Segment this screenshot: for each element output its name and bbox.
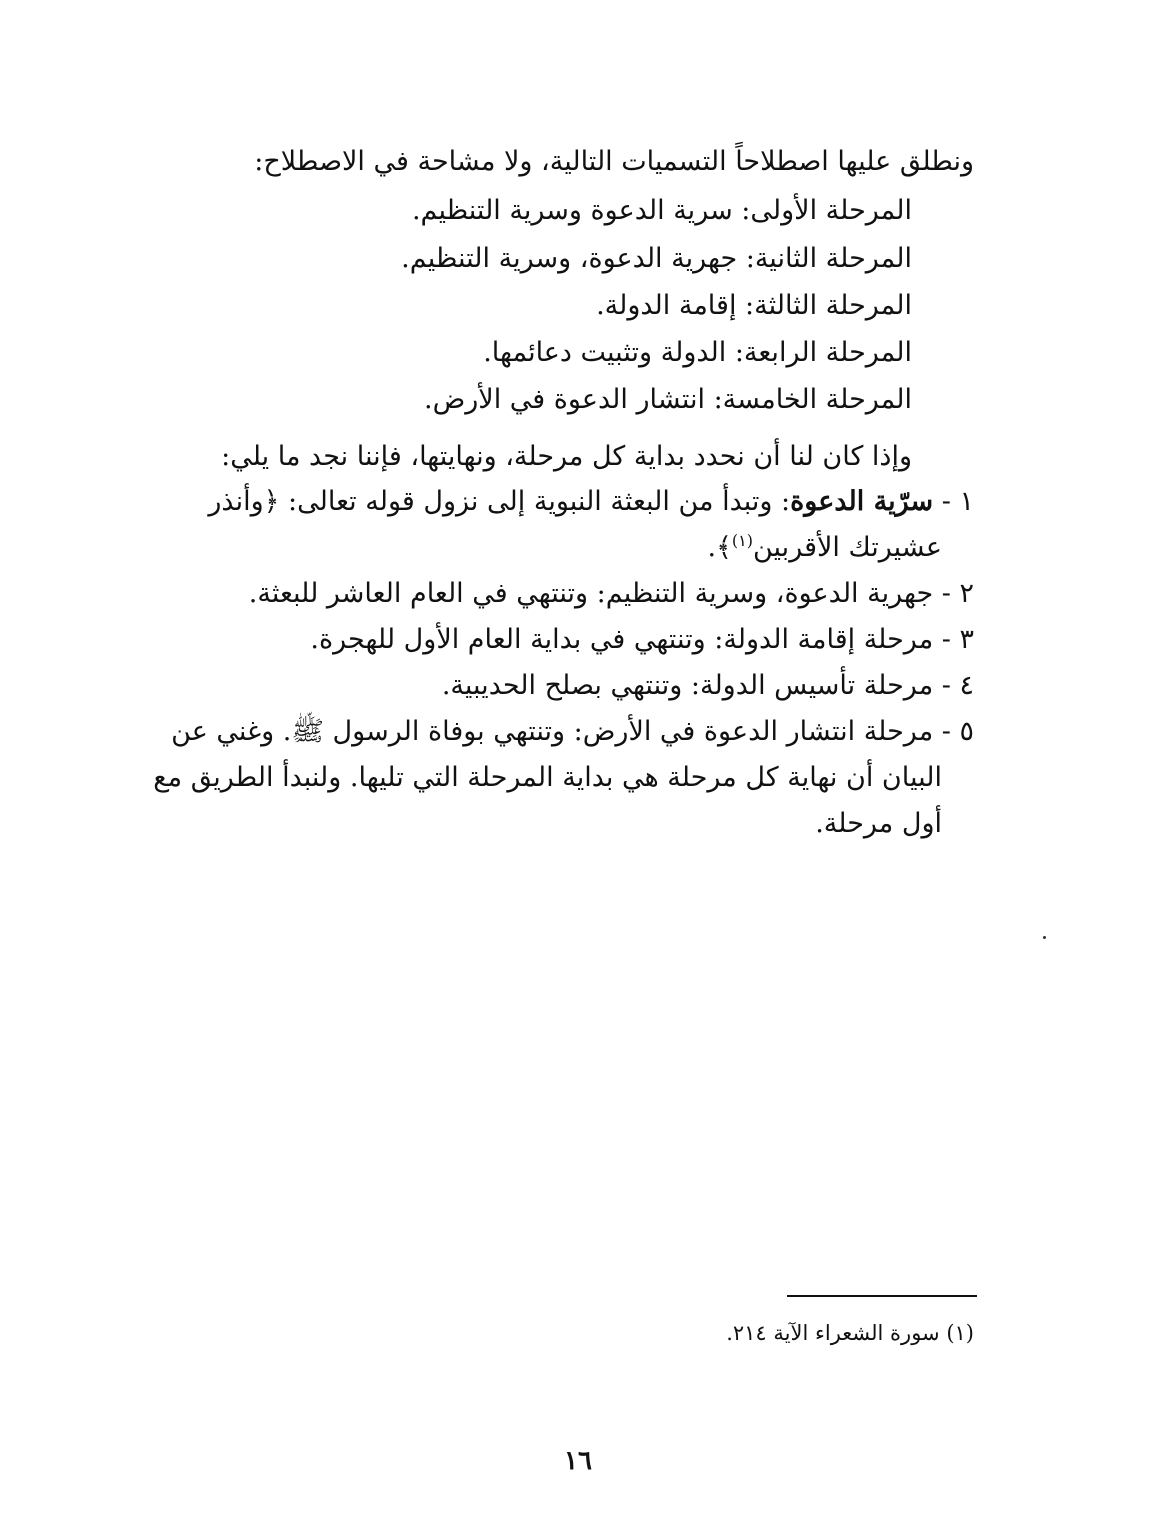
item-continuation: [0, 525, 974, 571]
item-number: ٤ -: [941, 670, 974, 701]
item-continuation-2: أول مرحلة.: [815, 808, 942, 839]
item-number: ١ -: [941, 486, 974, 517]
footnote-divider: [787, 1295, 977, 1297]
item-text: جهرية الدعوة، وسرية التنظيم: وتنتهي في العام العاشر للبعثة.: [248, 578, 934, 609]
stray-mark: [1043, 936, 1046, 939]
item-text: مرحلة إقامة الدولة: وتنتهي في بداية العام الأول للهجرة.: [310, 624, 934, 655]
item-text: مرحلة تأسيس الدولة: وتنتهي بصلح الحديبية.: [441, 670, 934, 701]
stage-1: المرحلة الأولى: سرية الدعوة وسرية التنظيم.: [411, 195, 912, 226]
page-number: ١٦: [564, 1446, 592, 1476]
item-cont-end: ﴾.: [707, 532, 732, 563]
list-item: [442, 663, 974, 709]
stage-2: المرحلة الثانية: جهرية الدعوة، وسرية التنظيم.: [401, 243, 912, 274]
footnote-ref: (١): [731, 531, 753, 550]
list-item: [249, 571, 974, 617]
lead-paragraph: وإذا كان لنا أن نحدد بداية كل مرحلة، ونهايتها، فإننا نجد ما يلي:: [221, 441, 912, 472]
item-text: : وتبدأ من البعثة النبوية إلى نزول قوله تعالى: ﴿وأنذر: [208, 486, 791, 517]
footnote: (١) سورة الشعراء الآية ٢١٤.: [726, 1321, 974, 1345]
list-item: [0, 479, 974, 571]
item-bold-term: سرّية الدعوة: [790, 486, 934, 517]
stage-5: المرحلة الخامسة: انتشار الدعوة في الأرض.: [424, 384, 912, 415]
intro-paragraph: ونطلق عليها اصطلاحاً التسميات التالية، ولا مشاحة في الاصطلاح:: [254, 146, 974, 177]
item-cont-text: عشيرتك الأقربين: [752, 532, 942, 563]
list-item: [310, 617, 974, 663]
stage-3: المرحلة الثالثة: إقامة الدولة.: [596, 290, 912, 321]
stage-4: المرحلة الرابعة: الدولة وتثبيت دعائمها.: [483, 337, 912, 368]
item-text: مرحلة انتشار الدعوة في الأرض: وتنتهي بوفاة الرسول ﷺ. وغني عن: [171, 716, 934, 747]
item-number: ٢ -: [941, 578, 974, 609]
item-number: ٥ -: [941, 716, 974, 747]
list-item: [0, 709, 974, 847]
item-number: ٣ -: [941, 624, 974, 655]
item-continuation: البيان أن نهاية كل مرحلة هي بداية المرحلة التي تليها. ولنبدأ الطريق مع: [153, 762, 942, 793]
